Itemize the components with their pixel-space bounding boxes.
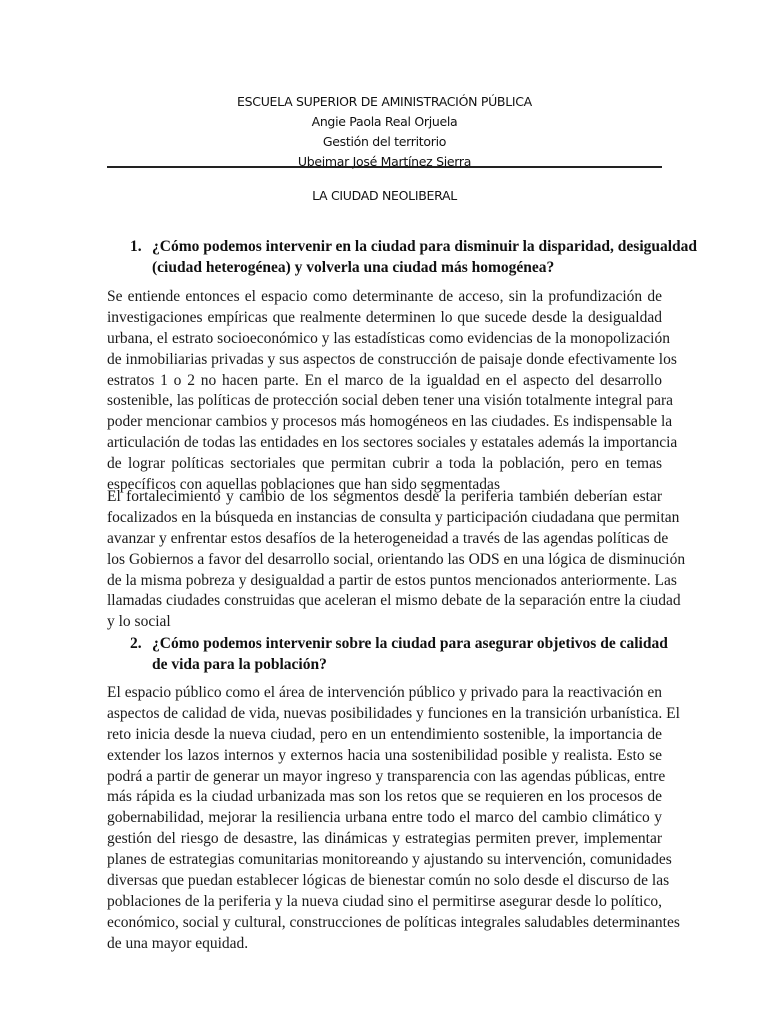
text-line: gestión del riesgo de desastre, las dinámicas y estrategias permiten prever, implementar bbox=[107, 830, 662, 848]
text-line: poblaciones de la periferia y la nueva ciudad sino el permitirse asegurar desde lo político, bbox=[107, 892, 662, 910]
paragraph bbox=[107, 683, 680, 955]
text-line: urbana, el estrato socioeconómico y las estadísticas como evidencias de la monopolización bbox=[107, 329, 670, 347]
question-text bbox=[152, 237, 698, 278]
text-line: llamadas ciudades construidas que aceleran el mismo debate de la separación entre la ciudad bbox=[107, 592, 681, 610]
text-line: aspectos de calidad de vida, nuevas posibilidades y funciones en la transición urbanística. El bbox=[107, 704, 680, 722]
text-line: El fortalecimiento y cambio de los segmentos desde la periferia también deberían estar bbox=[107, 488, 662, 505]
question-number: 1. bbox=[130, 238, 142, 255]
text-line: más rápida es la ciudad urbanizada mas son los retos que se requieren en los procesos de bbox=[107, 788, 662, 806]
question-text bbox=[152, 634, 668, 675]
text-line: sostenible, las políticas de protección social deben tener una visión totalmente integral para bbox=[107, 392, 673, 410]
question-line: (ciudad heterogénea) y volverla una ciudad más homogénea? bbox=[152, 258, 555, 276]
text-line: diversas que puedan establecer lógicas de bienestar común no solo desde el discurso de las bbox=[107, 872, 670, 890]
text-line: Se entiende entonces el espacio como determinante de acceso, sin la profundización de bbox=[107, 288, 662, 305]
text-line: estratos 1 o 2 no hacen parte. En el marco de la igualdad en el aspecto del desarrollo bbox=[107, 371, 662, 389]
text-line: investigaciones empíricas que realmente determinen lo que sucede desde la desigualdad bbox=[107, 308, 662, 326]
text-line: gobernabilidad, mejorar la resiliencia urbana entre todo el marco del cambio climático y bbox=[107, 809, 662, 827]
header-divider bbox=[107, 166, 662, 168]
question-line: de vida para la población? bbox=[152, 655, 327, 673]
paragraph bbox=[107, 487, 686, 633]
document-header bbox=[107, 92, 662, 172]
text-line: podrá a partir de generar un mayor ingreso y transparencia con las agendas públicas, entre bbox=[107, 767, 666, 785]
paragraph bbox=[107, 287, 678, 496]
institution-name: ESCUELA SUPERIOR DE AMINISTRACIÓN PÚBLICA bbox=[237, 94, 532, 109]
text-line: económico, social y cultural, construcciones de políticas integrales saludables determinantes bbox=[107, 913, 680, 931]
text-line: de inmobiliarias privadas y sus aspectos de construcción de paisaje donde efectivamente los bbox=[107, 350, 677, 368]
course-name: Gestión del territorio bbox=[322, 134, 447, 149]
question-line: ¿Cómo podemos intervenir en la ciudad para disminuir la disparidad, desigualdad bbox=[152, 238, 698, 255]
text-line: de la misma pobreza y desigualdad a partir de estos puntos mencionados anteriormente. Las bbox=[107, 571, 677, 589]
question-line: ¿Cómo podemos intervenir sobre la ciudad para asegurar objetivos de calidad bbox=[152, 635, 668, 652]
text-line: focalizados en la búsqueda en instancias de consulta y participación ciudadana que permitan bbox=[107, 508, 680, 526]
text-line: poder mencionar cambios y procesos más homogéneos en las ciudades. Es indispensable la bbox=[107, 413, 673, 431]
question-number: 2. bbox=[130, 635, 142, 652]
text-line: El espacio público como el área de intervención público y privado para la reactivación en bbox=[107, 684, 662, 701]
text-line: reto inicia desde la nueva ciudad, pero en un entendimiento sostenible, la importancia de bbox=[107, 725, 662, 743]
author-name: Angie Paola Real Orjuela bbox=[311, 114, 458, 129]
document-title: LA CIUDAD NEOLIBERAL bbox=[312, 188, 457, 203]
text-line: avanzar y enfrentar estos desafíos de la heterogeneidad a través de las agendas políticas de bbox=[107, 529, 669, 547]
text-line: extender los lazos internos y externos hacia una sostenibilidad posible y realista. Esto se bbox=[107, 746, 662, 764]
professor-name: Ubeimar José Martínez Sierra bbox=[297, 154, 472, 169]
question-2 bbox=[130, 634, 668, 675]
text-line: de lograr políticas sectoriales que permitan cubrir a toda la población, pero en temas bbox=[107, 455, 662, 473]
text-line: planes de estrategias comunitarias monitoreando y ajustando su intervención, comunidades bbox=[107, 851, 672, 869]
text-line: específicos con aquellas poblaciones que han sido segmentadas bbox=[107, 476, 500, 494]
question-1 bbox=[130, 237, 698, 278]
text-line: y lo social bbox=[107, 613, 171, 631]
text-line: articulación de todas las entidades en los sectores sociales y estatales además la importancia bbox=[107, 434, 678, 452]
text-line: de una mayor equidad. bbox=[107, 934, 249, 952]
text-line: los Gobiernos a favor del desarrollo social, orientando las ODS en una lógica de disminución bbox=[107, 550, 686, 568]
